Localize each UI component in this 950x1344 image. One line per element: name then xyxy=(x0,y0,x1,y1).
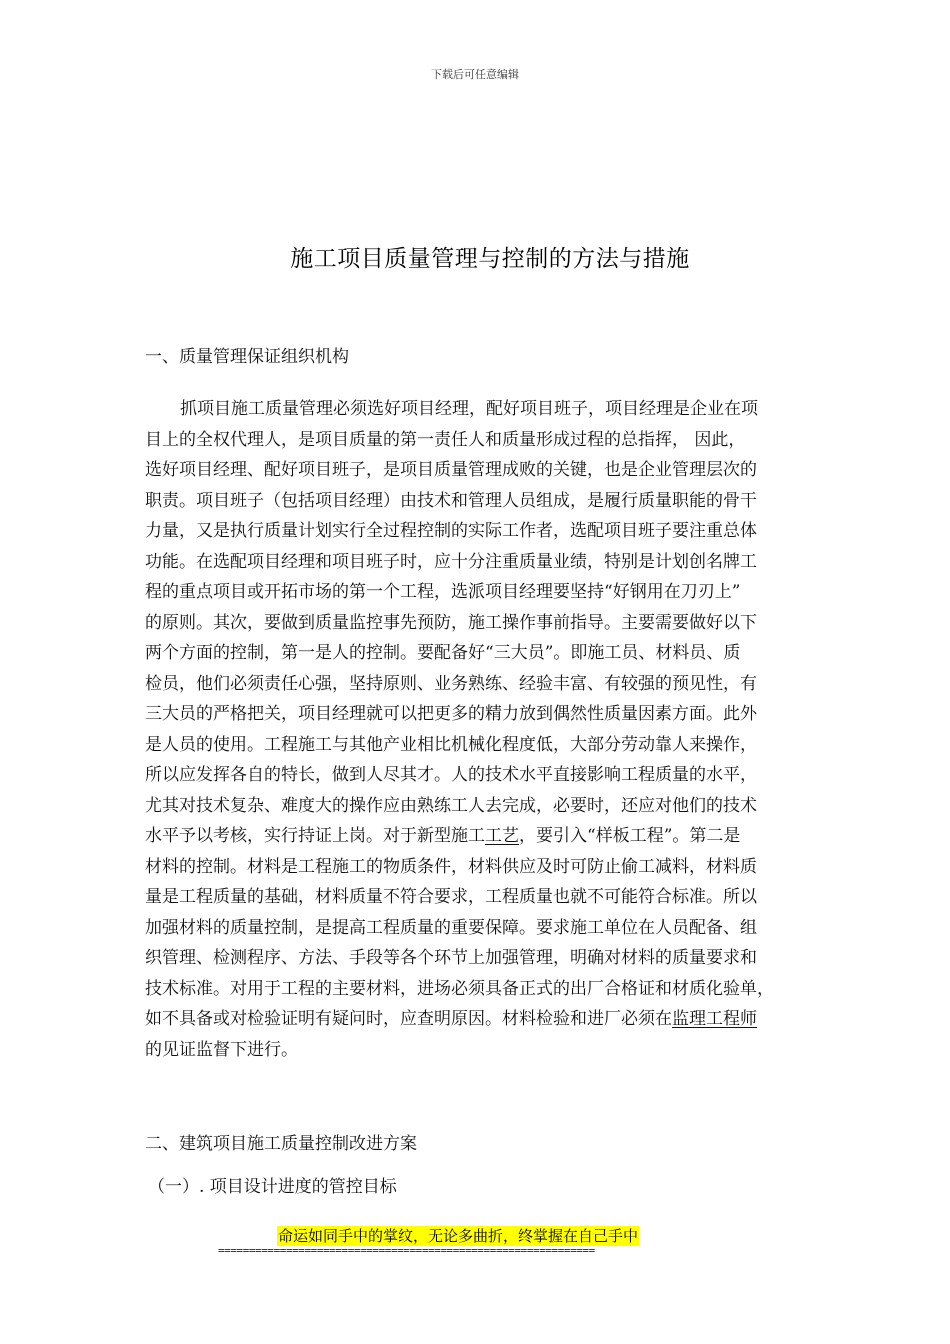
supervising-engineer-link[interactable]: 监理工程师 xyxy=(672,1009,757,1029)
paragraph-line: 三大员的严格把关，项目经理就可以把更多的精力放到偶然性质量因素方面。此外 xyxy=(145,704,757,724)
paragraph-line: 技术标准。对用于工程的主要材料，进场必须具备正式的出厂合格证和材质化验单， xyxy=(145,978,774,999)
section-1-paragraph xyxy=(145,394,850,1065)
subsection-heading: （一）. 项目设计进度的管控目标 xyxy=(148,1177,397,1197)
paragraph-line: 材料的控制。材料是工程施工的物质条件，材料供应及时可防止偷工减料，材料质 xyxy=(145,856,757,877)
footer-divider: ============================================================= xyxy=(218,1244,595,1257)
paragraph-line: 目上的全权代理人，是项目质量的第一责任人和质量形成过程的总指挥， 因此， xyxy=(145,429,746,450)
paragraph-line: 的原则。其次，要做到质量监控事先预防，施工操作事前指导。主要需要做好以下 xyxy=(145,612,757,633)
paragraph-line xyxy=(145,1004,850,1035)
paragraph-line: 织管理、检测程序、方法、手段等各个环节上加强管理，明确对材料的质量要求和 xyxy=(145,948,757,968)
paragraph-line: 选好项目经理、配好项目班子，是项目质量管理成败的关键，也是企业管理层次的 xyxy=(145,460,757,480)
section-2-heading: 二、建筑项目施工质量控制改进方案 xyxy=(145,1134,417,1154)
paragraph-line: 抓项目施工质量管理必须选好项目经理，配好项目班子，项目经理是企业在项 xyxy=(180,399,758,419)
paragraph-line: 量是工程质量的基础，材料质量不符合要求，工程质量也就不可能符合标准。所以 xyxy=(145,887,757,907)
paragraph-line: 的见证监督下进行。 xyxy=(145,1039,298,1060)
paragraph-line: 所以应发挥各自的特长，做到人尽其才。人的技术水平直接影响工程质量的水平， xyxy=(145,765,757,785)
paragraph-line: 加强材料的质量控制，是提高工程质量的重要保障。要求施工单位在人员配备、组 xyxy=(145,917,757,938)
header-note: 下载后可任意编辑 xyxy=(431,68,519,81)
document-title: 施工项目质量管理与控制的方法与措施 xyxy=(290,246,690,272)
line-text: ，要引入“样板工程”。第二是 xyxy=(519,826,741,846)
paragraph-line xyxy=(145,821,850,852)
section-1-heading: 一、质量管理保证组织机构 xyxy=(145,347,349,367)
paragraph-line: 职责。项目班子（包括项目经理）由技术和管理人员组成，是履行质量职能的骨干 xyxy=(145,490,757,511)
paragraph-line: 尤其对技术复杂、难度大的操作应由熟练工人去完成，必要时，还应对他们的技术 xyxy=(145,795,757,816)
footer-quote: 命运如同手中的掌纹，无论多曲折，终掌握在自己手中 xyxy=(278,1227,639,1245)
paragraph-line: 力量，又是执行质量计划实行全过程控制的实际工作者，选配项目班子要注重总体 xyxy=(145,521,757,541)
paragraph-line: 检员，他们必须责任心强，坚持原则、业务熟练、经验丰富、有较强的预见性，有 xyxy=(145,673,757,694)
paragraph-line: 功能。在选配项目经理和项目班子时，应十分注重质量业绩，特别是计划创名牌工 xyxy=(145,551,757,572)
line-text: 如不具备或对检验证明有疑问时，应查明原因。材料检验和进厂必须在 xyxy=(145,1009,672,1029)
paragraph-line: 两个方面的控制，第一是人的控制。要配备好“三大员”。即施工员、材料员、质 xyxy=(145,643,741,663)
gongyi-link[interactable]: 工艺 xyxy=(485,826,519,846)
line-text: 水平予以考核，实行持证上岗。对于新型施工 xyxy=(145,826,485,846)
paragraph-line: 是人员的使用。工程施工与其他产业相比机械化程度低，大部分劳动靠人来操作， xyxy=(145,734,757,755)
paragraph-line: 程的重点项目或开拓市场的第一个工程，选派项目经理要坚持“好钢用在刀刃上” xyxy=(145,582,741,602)
